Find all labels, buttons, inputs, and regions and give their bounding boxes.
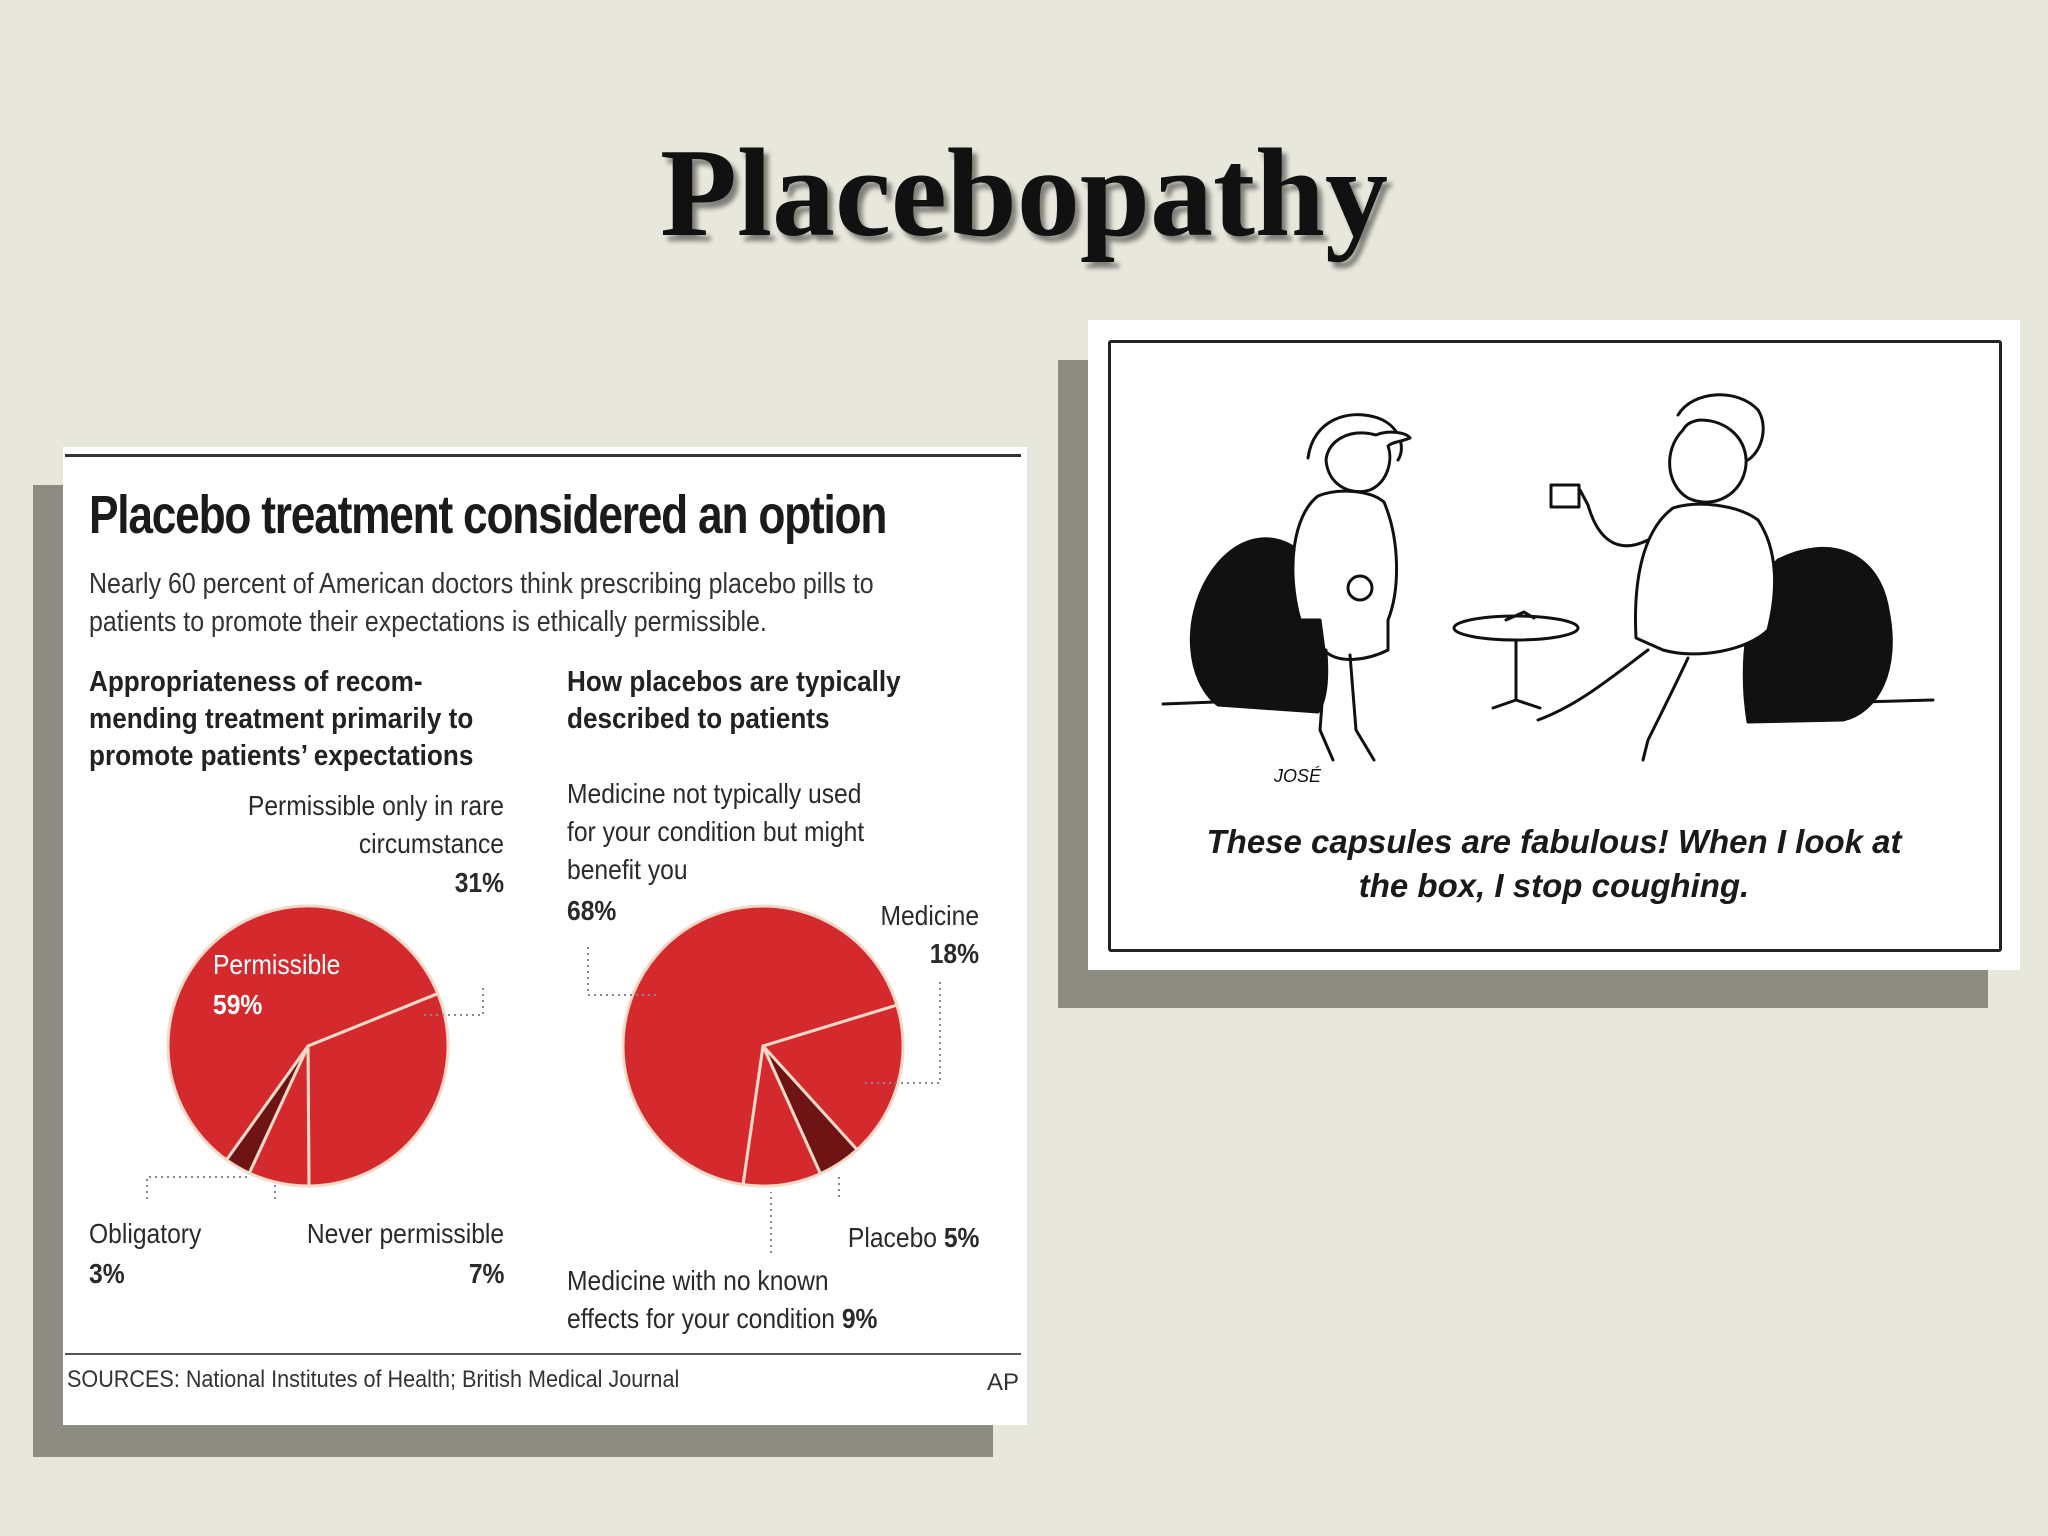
value-never: 7% bbox=[468, 1258, 504, 1289]
coffee-table-leg bbox=[1493, 640, 1540, 708]
chart-bottom-rule bbox=[65, 1353, 1021, 1355]
pill-box bbox=[1551, 485, 1579, 507]
label-placebo-text: Placebo bbox=[847, 1222, 937, 1253]
label-never-text: Never permissible bbox=[306, 1218, 504, 1249]
chart-panel bbox=[63, 447, 1027, 1425]
leader-obligatory bbox=[147, 1177, 251, 1199]
chart-sources: SOURCES: National Institutes of Health; British Medical Journal bbox=[67, 1366, 680, 1393]
label-no-known bbox=[567, 1262, 901, 1338]
label-permissible-text: Permissible bbox=[213, 949, 341, 980]
right-woman-body bbox=[1635, 504, 1774, 654]
value-placebo: 5% bbox=[943, 1222, 979, 1253]
value-medicine: 18% bbox=[929, 938, 979, 969]
label-permissible-value bbox=[213, 986, 262, 1024]
left-woman-face bbox=[1326, 432, 1410, 491]
right-woman-legs bbox=[1538, 650, 1688, 760]
caption-line-2: the box, I stop coughing. bbox=[1358, 867, 1750, 904]
label-medicine-value bbox=[930, 935, 979, 973]
label-medicine-text: Medicine bbox=[880, 900, 979, 931]
label-rare-text: Permissible only in rare circumstance bbox=[247, 790, 505, 859]
chart-title: Placebo treatment considered an option bbox=[89, 485, 887, 545]
cartoon-panel bbox=[1088, 320, 2020, 970]
label-never-value bbox=[468, 1255, 504, 1293]
chart-credit: AP bbox=[986, 1369, 1019, 1396]
label-obligatory-text: Obligatory bbox=[89, 1218, 202, 1249]
value-obligatory: 3% bbox=[89, 1258, 125, 1289]
coffee-table-top bbox=[1454, 616, 1578, 640]
cartoon-caption bbox=[1128, 820, 1980, 908]
value-no-known: 9% bbox=[841, 1303, 878, 1334]
right-woman-arm bbox=[1580, 490, 1648, 546]
label-not-typical-text: Medicine not typically used for your condition but might benefit you bbox=[567, 778, 865, 885]
slide-title: Placebopathy bbox=[659, 124, 1388, 263]
caption-line-1: These capsules are fabulous! When I look at bbox=[1206, 823, 1902, 860]
label-placebo bbox=[847, 1219, 979, 1257]
right-pie bbox=[623, 906, 903, 1186]
label-not-typical-value bbox=[567, 892, 616, 930]
right-woman-face bbox=[1670, 420, 1747, 502]
label-rare-value bbox=[455, 864, 504, 902]
right-pie-heading: How placebos are typically described to patients bbox=[567, 666, 901, 735]
cartoon-signature: JOSÉ bbox=[1274, 766, 1322, 786]
value-permissible: 59% bbox=[213, 989, 263, 1020]
chart-subtitle: Nearly 60 percent of American doctors think prescribing placebo pills to patients to promote their expectations is ethically permissible. bbox=[89, 568, 874, 638]
label-no-known-text: Medicine with no known effects for your condition bbox=[567, 1265, 836, 1334]
value-rare: 31% bbox=[454, 867, 504, 898]
value-not-typical: 68% bbox=[567, 895, 617, 926]
left-pie-heading: Appropriateness of recom-mending treatment primarily to promote patients’ expectations bbox=[89, 666, 474, 772]
label-obligatory-value bbox=[89, 1255, 125, 1293]
left-woman-purse bbox=[1348, 576, 1372, 600]
